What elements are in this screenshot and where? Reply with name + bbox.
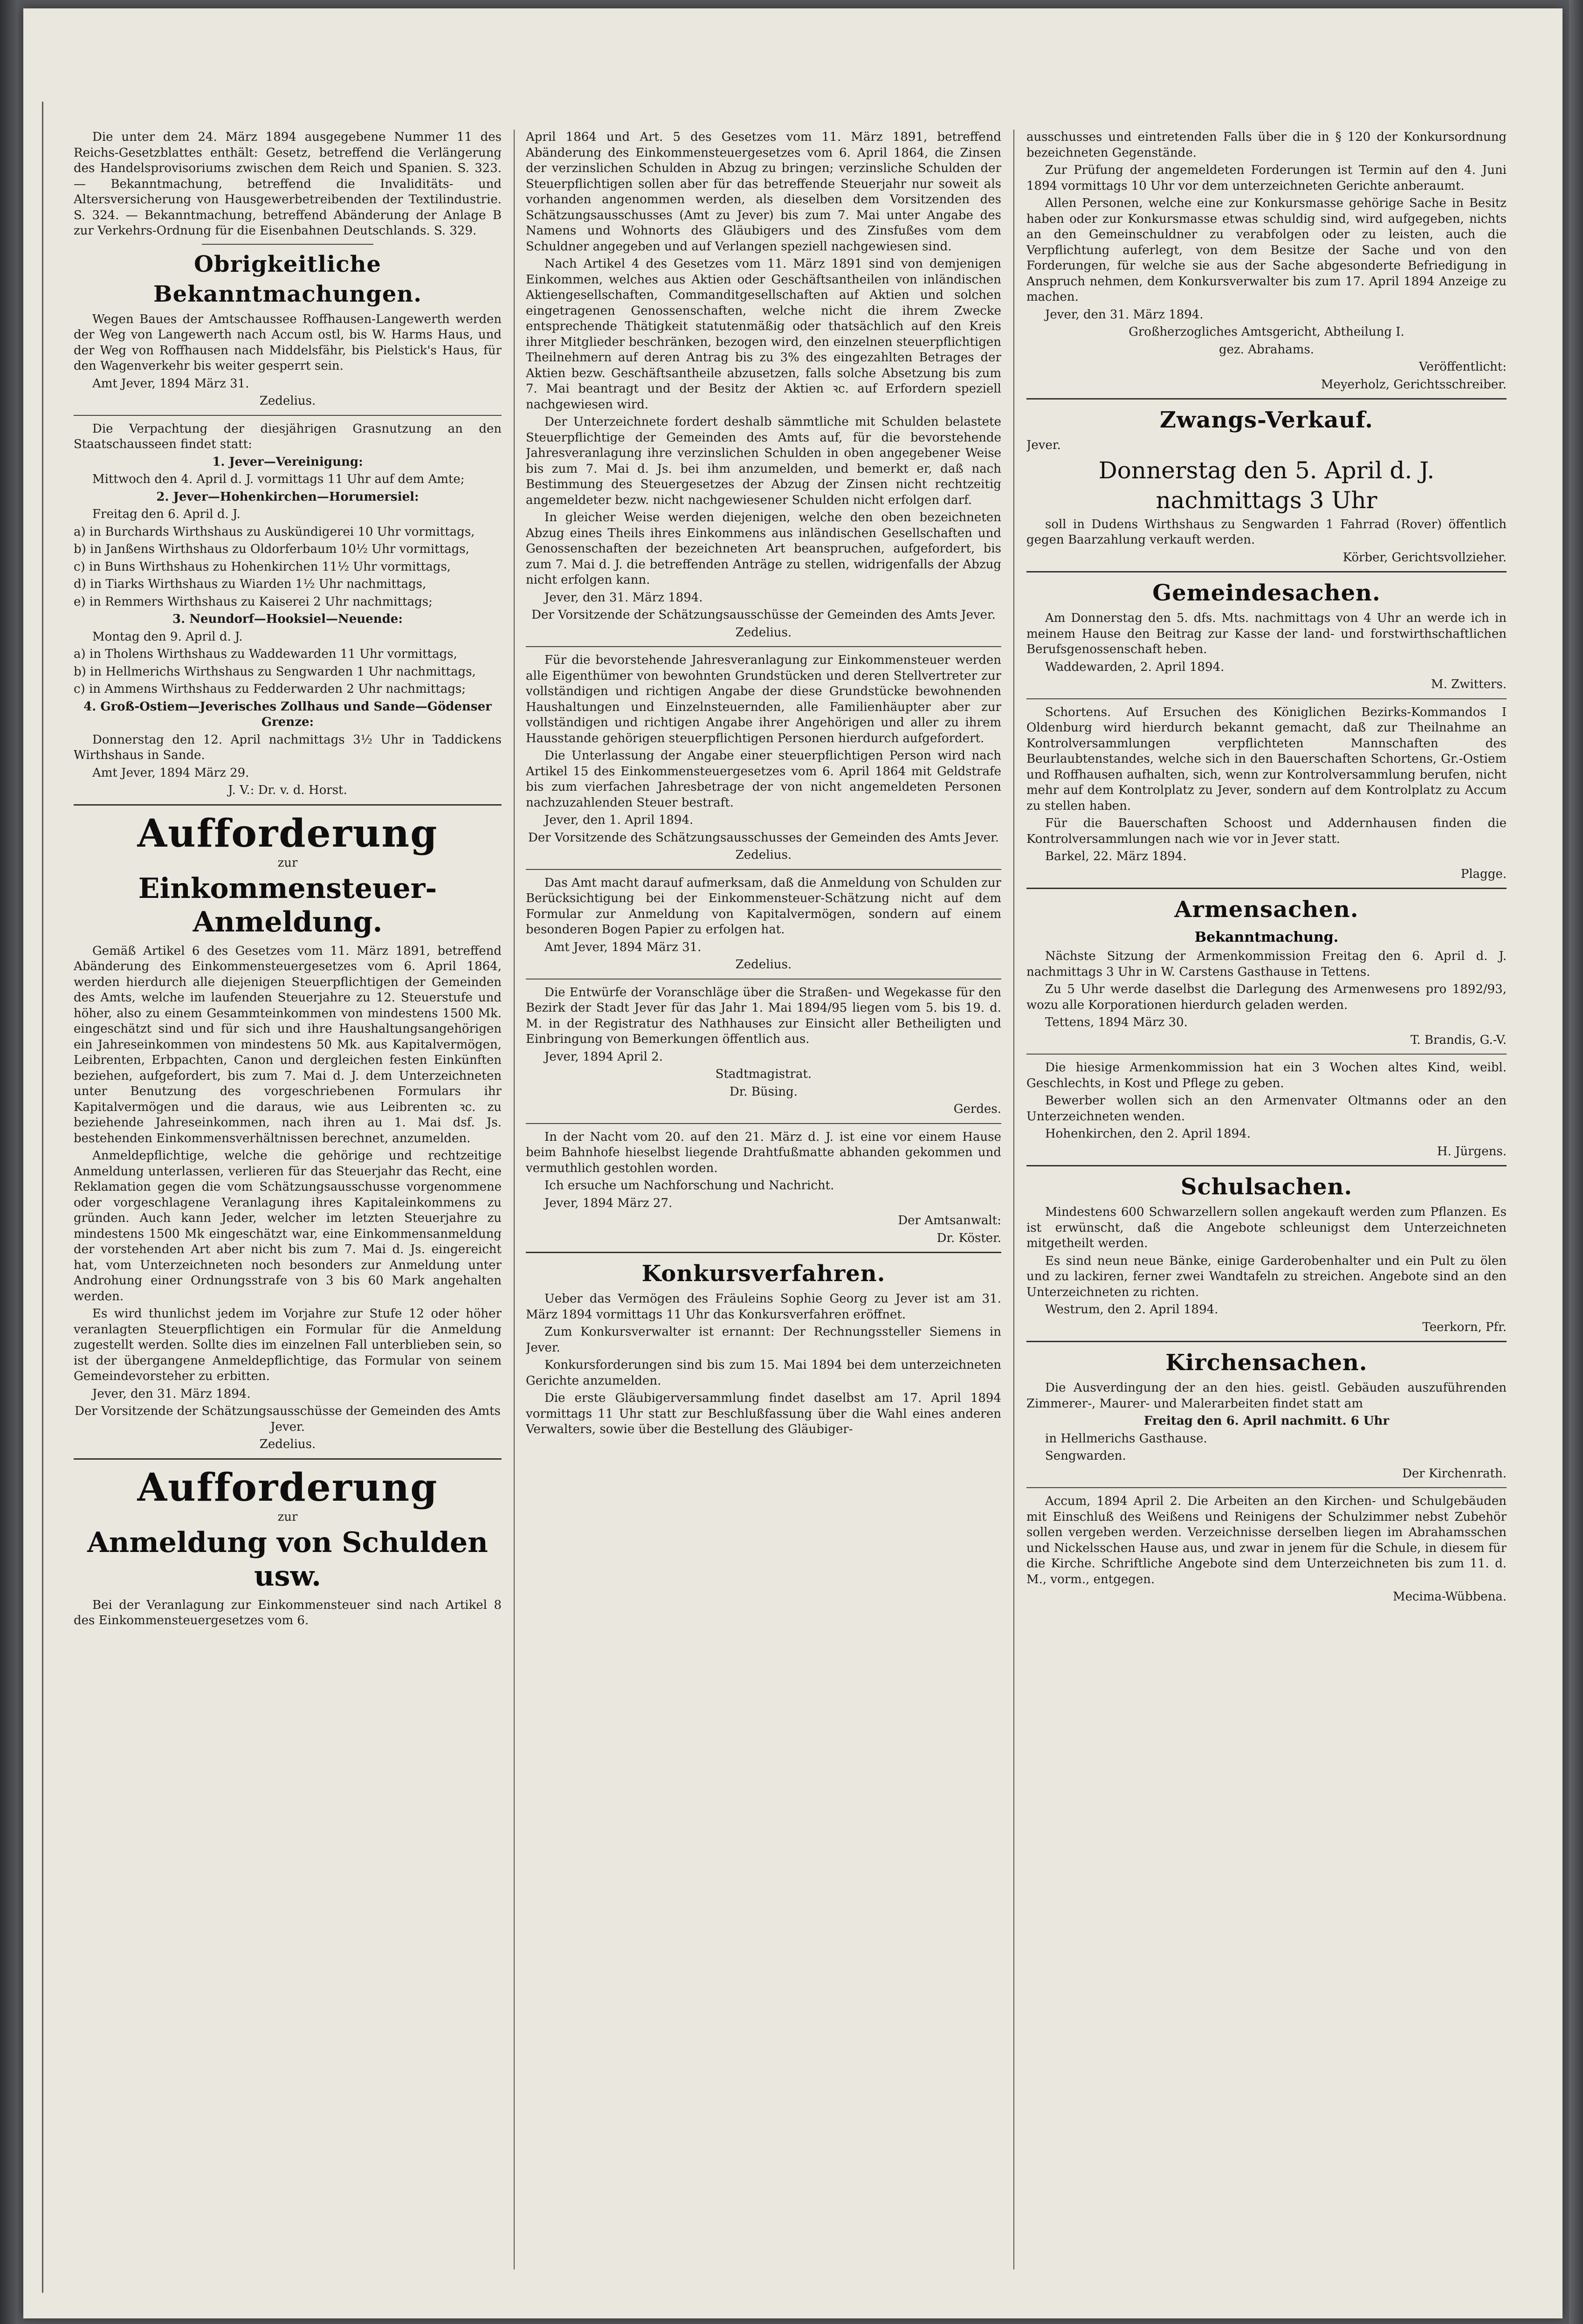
column-3 (1026, 130, 1507, 2293)
schulden-date: Jever, den 31. März 1894. (544, 590, 703, 605)
divider (1026, 1487, 1507, 1488)
zwangsverkauf-date: Donnerstag den 5. April d. J. nachmittags 3 Uhr (1098, 456, 1435, 514)
gras-section-1-text: Mittwoch den 4. April d. J. vormittags 11 Uhr auf dem Amte; (92, 472, 465, 486)
grundstueck-date: Jever, den 1. April 1894. (544, 813, 694, 827)
grundstueck-paragraph: Die Unterlassung der Angabe einer steuerpflichtigen Person wird nach Artikel 15 des Einkommensteuergesetzes vom 6. April 1864 mit Geldstrafe bis zum vierfachen Jahresbetrage der von nicht angemeldeten Personen nachzuzahlenden Steuer bestraft. (526, 749, 1001, 810)
drahtmatte-signature: Dr. Köster. (936, 1231, 1001, 1245)
amt-signature: Zedelius. (735, 958, 792, 972)
armensachen-heading: Armensachen. (1174, 896, 1359, 923)
konkurs-continued: Zur Prüfung der angemeldeten Forderungen ist Termin auf den 4. Juni 1894 vormittags 10 Uhr vor dem unterzeichneten Gerichte anberaumt. (1026, 163, 1507, 193)
divider (1026, 1341, 1507, 1342)
zwangsverkauf-heading: Zwangs-Verkauf. (1160, 407, 1373, 433)
strassen-issuer: Stadtmagistrat. (715, 1067, 812, 1081)
divider (74, 1458, 502, 1460)
armen-signature: H. Jürgens. (1437, 1144, 1507, 1159)
konkurs-court: Großherzogliches Amtsgericht, Abtheilung I. (1129, 325, 1404, 339)
gras-section-3-text: Montag den 9. April d. J. (92, 629, 243, 644)
konkurs-heading: Konkursverfahren. (641, 1261, 886, 1287)
konkurs-published: Veröffentlicht: (1418, 360, 1507, 374)
zwangsverkauf-text: soll in Dudens Wirthshaus zu Sengwarden 1 Fahrrad (Rover) öffentlich gegen Baarzahlung verkauft werden. (1026, 517, 1507, 547)
drahtmatte-issuer: Der Amtsanwalt: (898, 1214, 1001, 1228)
schulden-paragraph: Der Unterzeichnete fordert deshalb sämmtliche mit Schulden belastete Steuerpflichtige der Gemeinden des Amts auf, für die bevorstehende Jahresveranlagung ihre verzinslichen Schulden in oben angegebener Weise bis zum 7. Mai d. Js. bei ihm anzumelden, und bemerkt er, daß nach Bestimmung des Steuergesetzes der Abzug der Zinsen nicht rechtzeitig angemeldeter bezw. nicht nachgewiesener Schulden nicht erfolgen darf. (526, 415, 1001, 507)
armen-subheading: Bekanntmachung. (1194, 929, 1339, 945)
drahtmatte-notice: In der Nacht vom 20. auf den 21. März d. J. ist eine vor einem Hause beim Bahnhofe hieselbst liegende Drahtfußmatte abhanden gekommen und vermuthlich gestohlen worden. (526, 1130, 1001, 1175)
schulden-paragraph: In gleicher Weise werden diejenigen, welche den oben bezeichneten Abzug eines Theils ihres Einkommens aus inländischen Gesellschaften und Genossenschaften der bezeichneten Art beanspruchen, aufgefordert, bis zum 7. Mai d. J. die betreffenden Anträge zu stellen, widrigenfalls der Abzug nicht erfolgen kann. (526, 510, 1001, 587)
armen-date: Tettens, 1894 März 30. (1045, 1015, 1188, 1029)
kirchen-date: Freitag den 6. April nachmitt. 6 Uhr (1143, 1414, 1390, 1428)
armen-date: Hohenkirchen, den 2. April 1894. (1045, 1127, 1251, 1141)
aufforderung-1-date: Jever, den 31. März 1894. (92, 1386, 251, 1401)
kirchen-place: Sengwarden. (1045, 1449, 1126, 1463)
column-2 (526, 130, 1001, 2293)
column-rule-1 (514, 130, 515, 2269)
amt-date: Amt Jever, 1894 März 31. (544, 940, 702, 954)
gras-intro: Die Verpachtung der diesjährigen Grasnutzung an den Staatschausseen findet statt: (74, 421, 502, 451)
strassen-signature-2: Gerdes. (953, 1102, 1001, 1116)
gras-section-4-text: Donnerstag den 12. April nachmittags 3½ Uhr in Taddickens Wirthshaus in Sande. (74, 732, 502, 762)
armen-notice: Nächste Sitzung der Armenkommission Freitag den 6. April d. J. nachmittags 3 Uhr in W. Carstens Gasthause in Tettens. (1026, 949, 1507, 979)
divider (1026, 398, 1507, 400)
gemeinde-notice: Am Donnerstag den 5. dfs. Mts. nachmittags von 4 Uhr an werde ich in meinem Hause den Beitrag zur Kasse der land- und forstwirthschaftlichen Berufsgenossenschaft heben. (1026, 611, 1507, 656)
column-rule-2 (1013, 130, 1014, 2269)
divider (526, 1123, 1001, 1124)
reichsgesetzblatt-notice: Die unter dem 24. März 1894 ausgegebene Nummer 11 des Reichs-Gesetzblattes enthält: Gesetz, betreffend die Verlängerung des Handelsprovisoriums zwischen dem Reich und Spanien. S. 323. — Bekanntmachung, betreffend die Invaliditäts- und Altersversicherung von Hausgewerbetreibenden der Textilindustrie. S. 324. — Bekanntmachung, betreffend Abänderung der Anlage B zur Verkehrs-Ordnung für die Eisenbahnen Deutschlands. S. 329. (74, 130, 502, 238)
divider (74, 415, 502, 416)
konkurs-date: Jever, den 31. März 1894. (1045, 307, 1204, 322)
zwangsverkauf-signature: Körber, Gerichtsvollzieher. (1342, 550, 1507, 565)
gras-section-1-title: 1. Jever—Vereinigung: (212, 455, 363, 469)
aufforderung-1-signature: Zedelius. (259, 1437, 316, 1451)
schulden-paragraph: Nach Artikel 4 des Gesetzes vom 11. März 1891 sind von demjenigen Einkommen, welches aus Aktien oder Geschäftsantheilen von inländischen Aktiengesellschaften, Commanditgesellschaften auf Aktien und solchen eingetragenen Genossenschaften, welche nicht die ihrem Zwecke entsprechende Thätigkeit statutenmäßig oder thatsächlich auf den Kreis ihrer Mitglieder beschränken, bezogen wird, den einzelnen steuerpflichtigen Theilnehmern auf deren Antrag bis zu 3% des eingezahlten Betrages der Aktien bezw. Geschäftsantheile abzusetzen, falls solche Absetzung bis zum 7. Mai beantragt und der Besitz der Aktien ꝛc. auf Erfordern speziell nachgewiesen wird. (526, 257, 1001, 412)
konkurs-clerk: Meyerholz, Gerichtsschreiber. (1321, 377, 1507, 392)
armen-signature: T. Brandis, G.-V. (1410, 1033, 1507, 1047)
aufforderung-1-zur: zur (277, 855, 298, 870)
scan-left-edge (0, 0, 18, 2324)
strassen-signature: Dr. Büsing. (729, 1084, 798, 1099)
kirchen-location: in Hellmerichs Gasthause. (1045, 1431, 1207, 1446)
schortens-signature: Plagge. (1460, 867, 1507, 881)
gras-section-2-text: Freitag den 6. April d. J. (92, 507, 241, 521)
aufforderung-2-zur: zur (277, 1510, 298, 1524)
schul-notice: Es sind neun neue Bänke, einige Garderobenhalter und ein Pult zu ölen und zu lackiren, ferner zwei Wandtafeln zu streichen. Angebote sind an den Unterzeichneten zu richten. (1026, 1254, 1507, 1299)
zwangsverkauf-place: Jever. (1026, 438, 1061, 452)
divider (1026, 1165, 1507, 1166)
divider (526, 1252, 1001, 1253)
schulden-signature: Zedelius. (735, 625, 792, 640)
amt-notice: Das Amt macht darauf aufmerksam, daß die Anmeldung von Schulden zur Berücksichtigung bei der Einkommensteuer-Schätzung nicht auf dem Formular zur Anmeldung von Kapitalvermögen, sondern auf einem besonderen Bogen Papier zu erfolgen hat. (526, 876, 1001, 937)
konkurs-paragraph: Zum Konkursverwalter ist ernannt: Der Rechnungssteller Siemens in Jever. (526, 1325, 1001, 1355)
gras-item: b) in Hellmerichs Wirthshaus zu Sengwarden 1 Uhr nachmittags, (74, 664, 476, 679)
gras-date: Amt Jever, 1894 März 29. (92, 765, 249, 780)
schul-signature: Teerkorn, Pfr. (1422, 1320, 1507, 1334)
strassen-date: Jever, 1894 April 2. (544, 1049, 663, 1064)
schul-notice: Mindestens 600 Schwarzellern sollen angekauft werden zum Pflanzen. Es ist erwünscht, daß die Angebote schleunigst dem Unterzeichneten mitgetheilt werden. (1026, 1205, 1507, 1250)
divider (1026, 1054, 1507, 1055)
konkurs-paragraph: Ueber das Vermögen des Fräuleins Sophie Georg zu Jever ist am 31. März 1894 vormittags 11 Uhr das Konkursverfahren eröffnet. (526, 1292, 1001, 1322)
chaussee-date: Amt Jever, 1894 März 31. (92, 376, 249, 391)
gras-section-4-title: 4. Groß-Ostiem—Jeverisches Zollhaus und Sande—Gödenser Grenze: (83, 699, 492, 729)
gras-item: b) in Janßens Wirthshaus zu Oldorferbaum 10½ Uhr vormittags, (74, 542, 469, 556)
gras-item: a) in Burchards Wirthshaus zu Auskündigerei 10 Uhr vormittags, (74, 524, 475, 539)
armen-notice: Bewerber wollen sich an den Armenvater Oltmanns oder an den Unterzeichneten wenden. (1026, 1094, 1507, 1124)
gemeinde-date: Waddewarden, 2. April 1894. (1045, 660, 1225, 674)
divider (1026, 571, 1507, 572)
drahtmatte-request: Ich ersuche um Nachforschung und Nachricht. (544, 1179, 834, 1193)
newspaper-page (23, 8, 1562, 2318)
armen-notice: Die hiesige Armenkommission hat ein 3 Wochen altes Kind, weibl. Geschlechts, in Kost und Pflege zu geben. (1026, 1061, 1507, 1090)
aufforderung-1-paragraph: Es wird thunlichst jedem im Vorjahre zur Stufe 12 oder höher veranlagten Steuerpflichtigen ein Formular für die Anmeldung zugestellt werden. Sollte dies im einzelnen Fall unterblieben sein, so ist der übergangene Anmeldepflichtige, das Formular von seinem Gemeindevorsteher zu erbitten. (74, 1307, 502, 1383)
divider (1026, 698, 1507, 699)
schortens-notice: Schortens. Auf Ersuchen des Königlichen Bezirks-Kommandos I Oldenburg wird hierdurch bekannt gemacht, daß zur Theilnahme an Kontrolversammlungen verpflichteten Mannschaften des Beurlaubtenstandes, welche sich in den Bauerschaften Schortens, Gr.-Ostiem und Roffhausen aufhalten, sich, wenn zur Kontrolversammlung berufen, nicht mehr auf dem Kontrolplatz zu Jever, sondern auf dem Kontrolplatz zu Accum zu stellen haben. (1026, 705, 1507, 813)
gras-section-2-title: 2. Jever—Hohenkirchen—Horumersiel: (156, 490, 419, 504)
konkurs-paragraph: Konkursforderungen sind bis zum 15. Mai 1894 bei dem unterzeichneten Gerichte anzumelden. (526, 1358, 1001, 1388)
gras-signature: J. V.: Dr. v. d. Horst. (228, 783, 347, 797)
schortens-date: Barkel, 22. März 1894. (1045, 849, 1187, 863)
aufforderung-1-issuer: Der Vorsitzende der Schätzungsausschüsse der Gemeinden des Amts Jever. (75, 1404, 501, 1434)
kirchen-signature: Der Kirchenrath. (1402, 1466, 1507, 1481)
accum-signature: Mecima-Wübbena. (1392, 1590, 1507, 1604)
column-1 (74, 130, 502, 2293)
chaussee-notice: Wegen Baues der Amtschaussee Roffhausen-Langewerth werden der Weg von Langewerth nach Accum ostl, bis W. Harms Haus, und der Weg von Roffhausen nach Middelsfähr, bis Pielstick's Haus, für den Wagenverkehr bis weiter gesperrt sein. (74, 312, 502, 373)
kirchensachen-heading: Kirchensachen. (1165, 1350, 1368, 1376)
chaussee-signature: Zedelius. (259, 394, 316, 408)
kirchen-notice: Die Ausverdingung der an den hies. geistl. Gebäuden auszuführenden Zimmerer-, Maurer- und Malerarbeiten findet statt am (1026, 1381, 1507, 1411)
gras-item: d) in Tiarks Wirthshaus zu Wiarden 1½ Uhr nachmittags, (74, 577, 427, 591)
schulden-paragraph: April 1864 und Art. 5 des Gesetzes vom 11. März 1891, betreffend Abänderung des Einkommensteuergesetzes vom 6. April 1864, die Zinsen der verzinslichen Schulden in Abzug zu bringen; verzinsliche Schulden der Steuerpflichtigen sollen aber für das betreffende Steuerjahr nur soweit als vorhanden angenommen werden, als dieselben dem Vorsitzenden des Schätzungsausschusses (Amt zu Jever) bis zum 7. Mai unter Angabe des Namens und Wohnorts des Gläubigers und des Zinsfußes vom dem Schuldner angegeben und auf Verlangen speziell nachgewiesen sind. (526, 130, 1001, 254)
gras-item: a) in Tholens Wirthshaus zu Waddewarden 11 Uhr vormittags, (74, 647, 457, 661)
konkurs-signature: gez. Abrahams. (1218, 342, 1315, 357)
schul-date: Westrum, den 2. April 1894. (1045, 1303, 1218, 1317)
schulden-issuer: Der Vorsitzende der Schätzungsausschüsse der Gemeinden des Amts Jever. (531, 608, 996, 622)
divider (202, 244, 373, 245)
armen-notice: Zu 5 Uhr werde daselbst die Darlegung des Armenwesens pro 1892/93, wozu alle Korporationen hierdurch geladen werden. (1026, 982, 1507, 1012)
aufforderung-2-subtitle: Anmeldung von Schulden usw. (87, 1526, 488, 1593)
schortens-notice: Für die Bauerschaften Schoost und Addernhausen finden die Kontrolversammlungen nach wie vor in Jever statt. (1026, 816, 1507, 846)
konkurs-paragraph: Die erste Gläubigerversammlung findet daselbst am 17. April 1894 vormittags 11 Uhr statt zur Beschlußfassung über die Wahl eines anderen Verwalters, sowie über die Bestellung des Gläubiger- (526, 1391, 1001, 1436)
aufforderung-2-paragraph: Bei der Veranlagung zur Einkommensteuer sind nach Artikel 8 des Einkommensteuergesetzes vom 6. (74, 1598, 502, 1627)
divider (526, 646, 1001, 647)
aufforderung-1-paragraph: Gemäß Artikel 6 des Gesetzes vom 11. März 1891, betreffend Abänderung des Einkommensteuergesetzes vom 6. April 1864, werden hierdurch alle diejenigen Steuerpflichtigen der Gemeinden des Amts, welche im laufenden Steuerjahre zu 12. Steuerstufe und höher, also zu einem Gesammteinkommen von mindestens 1500 Mk. eingeschätzt sind und für sich und ihre Haushaltungsangehörigen ein Jahreseinkommen von mindestens 50 Mk. aus Kapitalvermögen, Leibrenten, Erbpachten, Canon und dergleichen festen Einkünften beziehen, aufgefordert, bis zum 7. Mai d. J. dem Unterzeichneten unter Benutzung des vorgeschriebenen Formulars ihr Kapitalvermögen und die daraus, wie aus Leibrenten ꝛc. zu beziehende Jahreseinkommen, nach ihren au 1. Mai dsf. Js. bestehenden Einkommensverhältnissen berechnet, anzumelden. (74, 944, 502, 1145)
gemeinde-signature: M. Zwitters. (1431, 677, 1507, 691)
aufforderung-1-title: Aufforderung (137, 811, 438, 856)
scan-right-edge (1569, 0, 1583, 2324)
gras-item: e) in Remmers Wirthshaus zu Kaiserei 2 Uhr nachmittags; (74, 594, 433, 609)
gras-item: c) in Ammens Wirthshaus zu Fedderwarden 2 Uhr nachmittags; (74, 682, 466, 696)
aufforderung-1-paragraph: Anmeldepflichtige, welche die gehörige und rechtzeitige Anmeldung unterlassen, verlieren für das Steuerjahr das Recht, eine Reklamation gegen die vom Schätzungsausschusse vorgenommene oder vorgeschlagene Veranlagung ihres Kapitaleinkommens zu gründen. Auch kann Jeder, welcher im letzten Steuerjahre zu mindestens 1500 Mk eingeschätzt war, eine Einkommensanmeldung der vorstehenden Art aber nicht bis zum 7. Mai d. Js. eingereicht hat, vom Unterzeichneten noch besonders zur Anmeldung unter Androhung einer Ordnungsstrafe von 3 bis 60 Mark angehalten werden. (74, 1149, 502, 1303)
gemeindesachen-heading: Gemeindesachen. (1152, 580, 1381, 606)
grundstueck-paragraph: Für die bevorstehende Jahresveranlagung zur Einkommensteuer werden alle Eigenthümer von bewohnten Grundstücken und deren Stellvertreter zur vollständigen und richtigen Angabe der diese Grundstücke bewohnenden Haushaltungen und Einzelnsteuernden, alle Familienhäupter aber zur vollständigen und richtigen Angabe ihrer Angehörigen und aller zu ihrem Hausstande gehörigen steuerpflichtigen Personen hierdurch aufgefordert. (526, 653, 1001, 745)
aufforderung-1-subtitle: Einkommensteuer-Anmeldung. (138, 872, 437, 938)
konkurs-continued: ausschusses und eintretenden Falls über die in § 120 der Konkursordnung bezeichneten Gegenstände. (1026, 130, 1507, 160)
grundstueck-issuer: Der Vorsitzende des Schätzungsausschusses der Gemeinden des Amts Jever. (528, 830, 999, 845)
strassen-notice: Die Entwürfe der Voranschläge über die Straßen- und Wegekasse für den Bezirk der Stadt Jever für das Jahr 1. Mai 1894/95 liegen vom 5. bis 19. d. M. in der Registratur des Nathhauses zur Einsicht aller Betheiligten und Einbringung von Bemerkungen öffentlich aus. (526, 985, 1001, 1046)
divider (526, 869, 1001, 870)
page-left-rule (42, 102, 43, 2293)
grundstueck-signature: Zedelius. (735, 848, 792, 862)
konkurs-continued: Allen Personen, welche eine zur Konkursmasse gehörige Sache in Besitz haben oder zur Konkursmasse etwas schuldig sind, wird aufgegeben, nichts an den Gemeinschuldner zu verabfolgen oder zu leisten, auch die Verpflichtung auferlegt, von dem Besitze der Sache und von den Forderungen, für welche sie aus der Sache abgesonderte Befriedigung in Anspruch nehmen, dem Konkursverwalter bis zum 17. April 1894 Anzeige zu machen. (1026, 196, 1507, 304)
schulsachen-heading: Schulsachen. (1180, 1174, 1353, 1200)
obrigkeitliche-heading: Obrigkeitliche Bekanntmachungen. (153, 251, 422, 307)
gras-section-3-title: 3. Neundorf—Hooksiel—Neuende: (172, 612, 403, 626)
drahtmatte-date: Jever, 1894 März 27. (544, 1196, 673, 1210)
aufforderung-2-title: Aufforderung (137, 1465, 438, 1510)
divider (74, 804, 502, 806)
divider (1026, 888, 1507, 889)
gras-item: c) in Buns Wirthshaus zu Hohenkirchen 11½ Uhr vormittags, (74, 559, 451, 574)
accum-notice: Accum, 1894 April 2. Die Arbeiten an den Kirchen- und Schulgebäuden mit Einschluß des Weißens und Reinigens der Schulzimmer nebst Zubehör sollen vergeben werden. Verzeichnisse derselben liegen im Abrahamsschen und Nickelsschen Hause aus, und zwar in jenem für die Schule, in diesem für die Kirche. Schriftliche Angebote sind dem Unterzeichneten bis zum 11. d. M., vorm., entgegen. (1026, 1494, 1507, 1586)
